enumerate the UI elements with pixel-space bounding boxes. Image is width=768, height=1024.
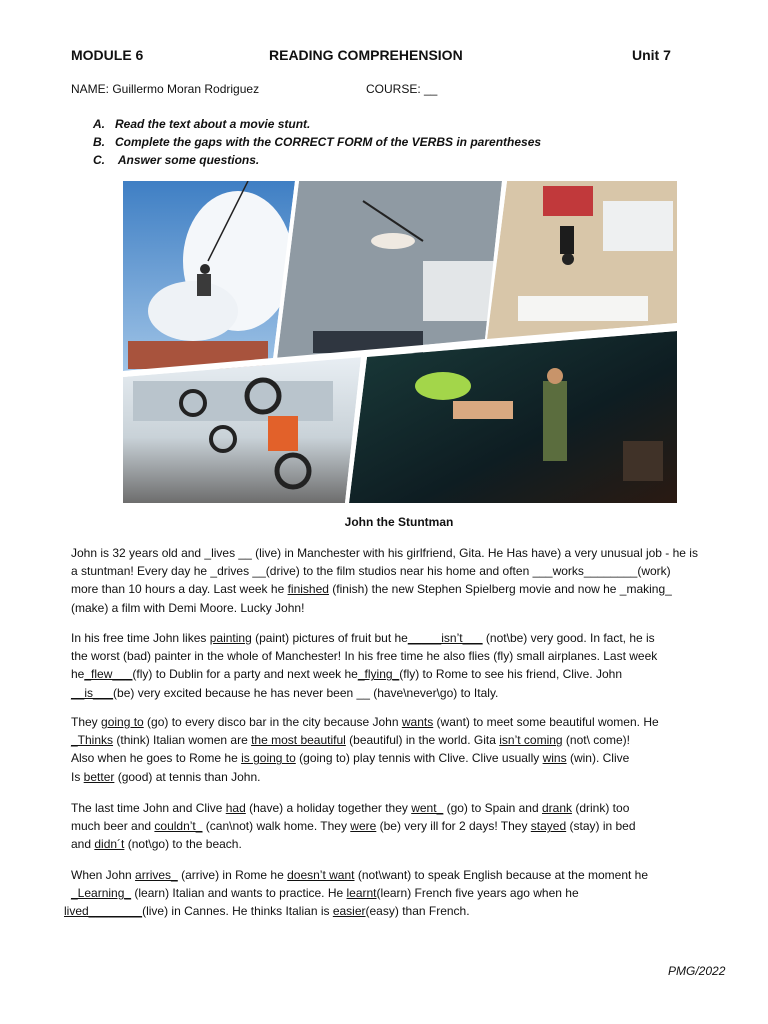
text-span: a stuntman! Every day he _drives __(drive) to the film studios near his home and often ___works________(work) [71, 564, 671, 579]
text-span: (easy) than French. [365, 904, 470, 919]
text-span: They [71, 715, 102, 729]
course-field: COURSE: __ [366, 82, 438, 96]
answer-gap: wants [401, 715, 434, 729]
text-span: (think) Italian women are [113, 733, 252, 748]
text-span: the worst (bad) painter in the whole of Manchester! In his free time he also flies (fly) small airplanes. Last week [71, 649, 658, 664]
text-span: and [71, 837, 95, 852]
fight-scene-image [349, 331, 677, 503]
text-span: (paint) pictures of fruit but he [251, 631, 408, 645]
answer-gap: the most beautiful [251, 733, 346, 748]
instruction-c [93, 153, 259, 167]
answer-gap: _____isn’t___ [407, 631, 483, 645]
instruction-text: Answer some questions. [115, 153, 260, 167]
text-span: John is 32 years old and _lives __ (live) in Manchester with his girlfriend, Gita. He Has have) a very unusual job - he is [71, 546, 698, 560]
text-span: (go) to Spain and [443, 801, 542, 815]
text-span: (not\go) to the beach. [124, 837, 242, 852]
instruction-letter: C. [93, 153, 105, 167]
text-span: (be) very ill for 2 days! They [376, 819, 531, 834]
instruction-text: Read the text about a movie stunt. [115, 117, 311, 131]
unit-label: Unit 7 [632, 47, 671, 63]
text-span: (finish) the new Stephen Spielberg movie and now he _making_ [328, 582, 672, 597]
answer-gap: is going to [241, 751, 296, 766]
answer-gap: isn’t coming [499, 733, 563, 748]
instruction-a [93, 117, 310, 131]
answer-gap: _Thinks [71, 733, 114, 748]
text-span: Is [71, 769, 84, 784]
text-span: (beautiful) in the world. Gita [345, 733, 500, 748]
answer-gap: had [225, 801, 246, 815]
text-span: (arrive) in Rome he [177, 868, 288, 882]
text-span: (drink) too [572, 801, 630, 815]
text-span: more than 10 hours a day. Last week he [71, 582, 288, 597]
answer-gap: went_ [411, 801, 444, 815]
answer-gap: wins [542, 751, 567, 766]
collage-caption: John the Stuntman [344, 515, 454, 529]
text-span: (fly) to Dublin for a party and next week he [132, 667, 358, 682]
module-label: MODULE 6 [71, 47, 144, 63]
motorcycle-wheelie-image [123, 357, 361, 503]
stunt-photo-collage [123, 181, 677, 503]
instruction-letter: A. [93, 117, 105, 131]
answer-gap: lived________ [64, 904, 143, 919]
paragraph-4 [71, 799, 731, 854]
answer-gap: didn´t [94, 837, 125, 852]
text-span: In his free time John likes [71, 631, 210, 645]
skydiving-stuntman-image [123, 181, 295, 371]
answer-gap: were [350, 819, 377, 834]
text-span: (not\want) to speak English because at the moment he [354, 868, 649, 882]
text-span: (learn) Italian and wants to practice. He [131, 886, 347, 901]
answer-gap: couldn’t_ [154, 819, 203, 834]
answer-gap: stayed [530, 819, 567, 834]
answer-gap: painting [209, 631, 252, 645]
instruction-letter: B. [93, 135, 105, 149]
text-span: (win). Clive [566, 751, 630, 766]
text-span: (have) a holiday together they [245, 801, 412, 815]
text-span: (be) very excited because he has never been __ (have\never\go) to Italy. [113, 685, 499, 700]
trapeze-stuntwoman-image [277, 181, 502, 359]
answer-gap: _flying_ [357, 667, 400, 682]
page-title: READING COMPREHENSION [269, 47, 463, 63]
text-span: (stay) in bed [566, 819, 636, 834]
gym-flip-stunt-image [487, 181, 677, 339]
answer-gap: _flew___ [84, 667, 133, 682]
paragraph-2 [71, 629, 731, 702]
text-span: (fly) to Rome to see his friend, Clive. John [399, 667, 622, 682]
answer-gap: __is___ [71, 685, 114, 700]
paragraph-1 [71, 544, 731, 617]
answer-gap: _Learning_ [71, 886, 132, 901]
answer-gap: doesn’t want [287, 868, 355, 882]
answer-gap: easier [332, 904, 366, 919]
text-span: Also when he goes to Rome he [71, 751, 242, 766]
answer-gap: arrives_ [135, 868, 178, 882]
text-span: much beer and [71, 819, 155, 834]
answer-gap: going to [101, 715, 144, 729]
student-name: NAME: Guillermo Moran Rodriguez [71, 82, 260, 96]
text-span: (learn) French five years ago when he [376, 886, 579, 901]
text-span: (go) to every disco bar in the city because John [143, 715, 402, 729]
text-span: The last time John and Clive [71, 801, 226, 815]
paragraph-3 [71, 713, 731, 786]
text-span: (can\not) walk home. They [202, 819, 351, 834]
text-span: (live) in Cannes. He thinks Italian is [142, 904, 333, 919]
text-span: (make) a film with Demi Moore. Lucky John! [71, 600, 305, 615]
footer-credit: PMG/2022 [668, 964, 726, 978]
answer-gap: drank [541, 801, 573, 815]
text-span: he [71, 667, 85, 682]
text-span: (good) at tennis than John. [114, 769, 261, 784]
text-span: (going to) play tennis with Clive. Clive usually [295, 751, 543, 766]
text-span: (want) to meet some beautiful women. He [433, 715, 659, 729]
answer-gap: better [83, 769, 115, 784]
paragraph-5 [64, 866, 724, 921]
instruction-text: Complete the gaps with the CORRECT FORM of the VERBS in parentheses [115, 135, 542, 149]
answer-gap: finished [287, 582, 329, 597]
text-span: (not\ come)! [562, 733, 630, 748]
text-span: (not\be) very good. In fact, he is [482, 631, 655, 645]
instruction-b [93, 135, 541, 149]
text-span: When John [71, 868, 136, 882]
answer-gap: learnt [346, 886, 377, 901]
